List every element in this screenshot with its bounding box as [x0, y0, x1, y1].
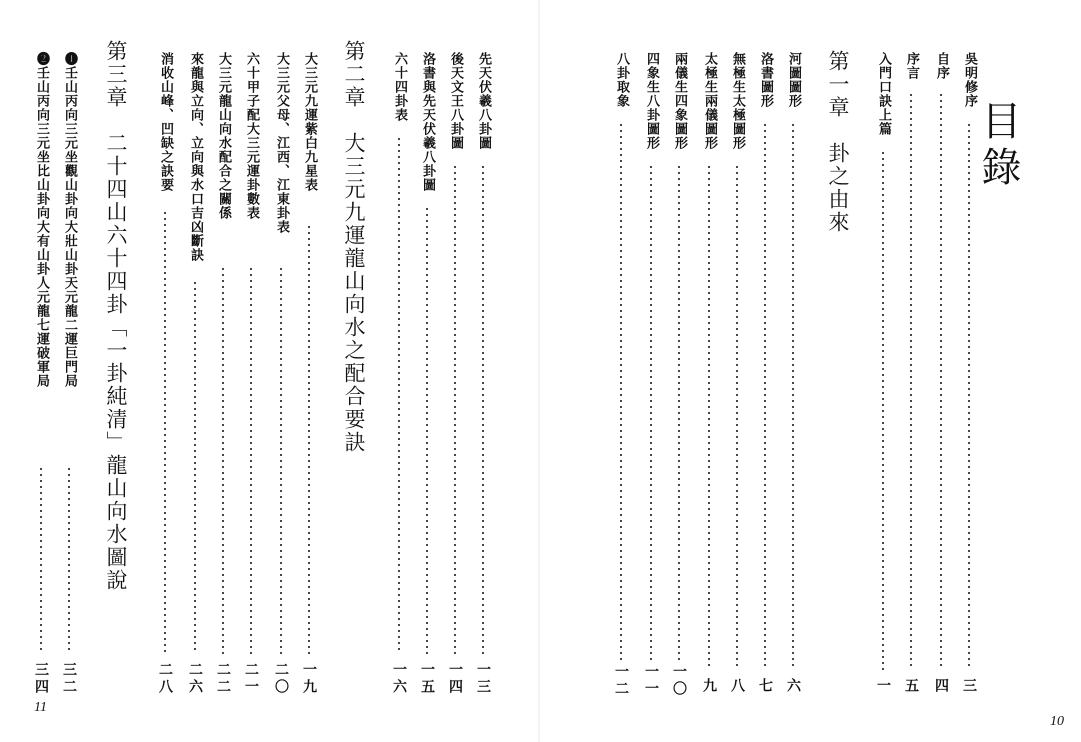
toc-entry: 兩儀生四象圖形: [672, 52, 687, 150]
chapter-heading: 第一章 卦之由來: [826, 50, 850, 234]
toc-entry: 大三元龍山向水配合之關係: [216, 52, 231, 220]
page-number: 三: [961, 678, 977, 695]
folio-left: 11: [34, 700, 47, 715]
leader-dots: [398, 136, 400, 654]
page-number: 一五: [419, 662, 435, 696]
toc-entry: 八卦取象: [614, 52, 629, 108]
toc-entry: ❷壬山丙向三元坐比山卦向大有山卦人元龍七運破軍局: [34, 52, 49, 388]
toc-entry: 大三元父母、江西、江東卦表: [274, 52, 289, 234]
page-number: 六: [785, 678, 801, 695]
page-title: 目錄: [975, 100, 1021, 192]
toc-entry: 吳明修序: [962, 52, 977, 108]
leader-dots: [910, 92, 912, 670]
page-number: 一二: [613, 664, 629, 698]
leader-dots: [222, 266, 224, 654]
page-number: 一: [875, 678, 891, 695]
leader-dots: [620, 122, 622, 660]
toc-entry: 序言: [904, 52, 919, 80]
toc-entry: 來龍與立向、立向與水口吉凶斷訣: [188, 52, 203, 262]
page-number: 七: [757, 678, 773, 695]
page-number: 三四: [33, 662, 49, 696]
page-number: 一一: [643, 664, 659, 698]
toc-entry: 先天伏羲八卦圖: [476, 52, 491, 150]
leader-dots: [940, 92, 942, 670]
toc-entry: 自序: [934, 52, 949, 80]
page-number: 二一: [243, 662, 259, 696]
page-number: 二〇: [273, 662, 289, 696]
leader-dots: [40, 466, 42, 654]
page-number: 五: [903, 678, 919, 695]
leader-dots: [426, 206, 428, 654]
folio-right: 10: [1050, 714, 1064, 729]
page-number: 四: [933, 678, 949, 695]
page-number: 一三: [475, 662, 491, 696]
toc-entry: 河圖圖形: [786, 52, 801, 108]
leader-dots: [736, 164, 738, 670]
page-number: 一六: [391, 662, 407, 696]
leader-dots: [250, 266, 252, 654]
page-number: 二二: [215, 662, 231, 696]
toc-entry: 四象生八卦圖形: [644, 52, 659, 150]
toc-entry: 入門口訣上篇: [876, 52, 891, 136]
leader-dots: [650, 164, 652, 660]
leader-dots: [194, 280, 196, 654]
leader-dots: [482, 164, 484, 654]
toc-entry: 六十四卦表: [392, 52, 407, 122]
chapter-heading: 第二章 大三元九運龍山向水之配合要訣: [342, 40, 366, 454]
toc-entry: 洛書圖形: [758, 52, 773, 108]
toc-entry: 六十甲子配大三元運卦數表: [244, 52, 259, 220]
page-number: 八: [729, 678, 745, 695]
page-number: 三二: [61, 662, 77, 696]
leader-dots: [792, 122, 794, 670]
leader-dots: [68, 466, 70, 654]
toc-entry: 太極生兩儀圖形: [702, 52, 717, 150]
toc-entry: 後天文王八卦圖: [448, 52, 463, 150]
leader-dots: [280, 266, 282, 654]
page-number: 一〇: [671, 664, 687, 698]
leader-dots: [882, 150, 884, 670]
toc-entry: ❶壬山丙向三元坐觀山卦向大壯山卦天元龍二運巨門局: [62, 52, 77, 388]
leader-dots: [454, 164, 456, 654]
page-number: 二六: [187, 662, 203, 696]
leader-dots: [708, 164, 710, 670]
page-number: 一九: [301, 662, 317, 696]
toc-entry: 消收山峰、凹缺之訣要: [158, 52, 173, 192]
leader-dots: [308, 224, 310, 654]
leader-dots: [164, 210, 166, 654]
page-number: 一四: [447, 662, 463, 696]
toc-entry: 無極生太極圖形: [730, 52, 745, 150]
toc-entry: 洛書與先天伏羲八卦圖: [420, 52, 435, 192]
leader-dots: [968, 122, 970, 670]
toc-entry: 大三元九運紫白九星表: [302, 52, 317, 192]
chapter-heading: 第三章 二十四山六十四卦「一卦純清」龍山向水圖說: [104, 40, 128, 592]
page-number: 二八: [157, 662, 173, 696]
leader-dots: [678, 164, 680, 660]
page-number: 九: [701, 678, 717, 695]
leader-dots: [764, 122, 766, 670]
